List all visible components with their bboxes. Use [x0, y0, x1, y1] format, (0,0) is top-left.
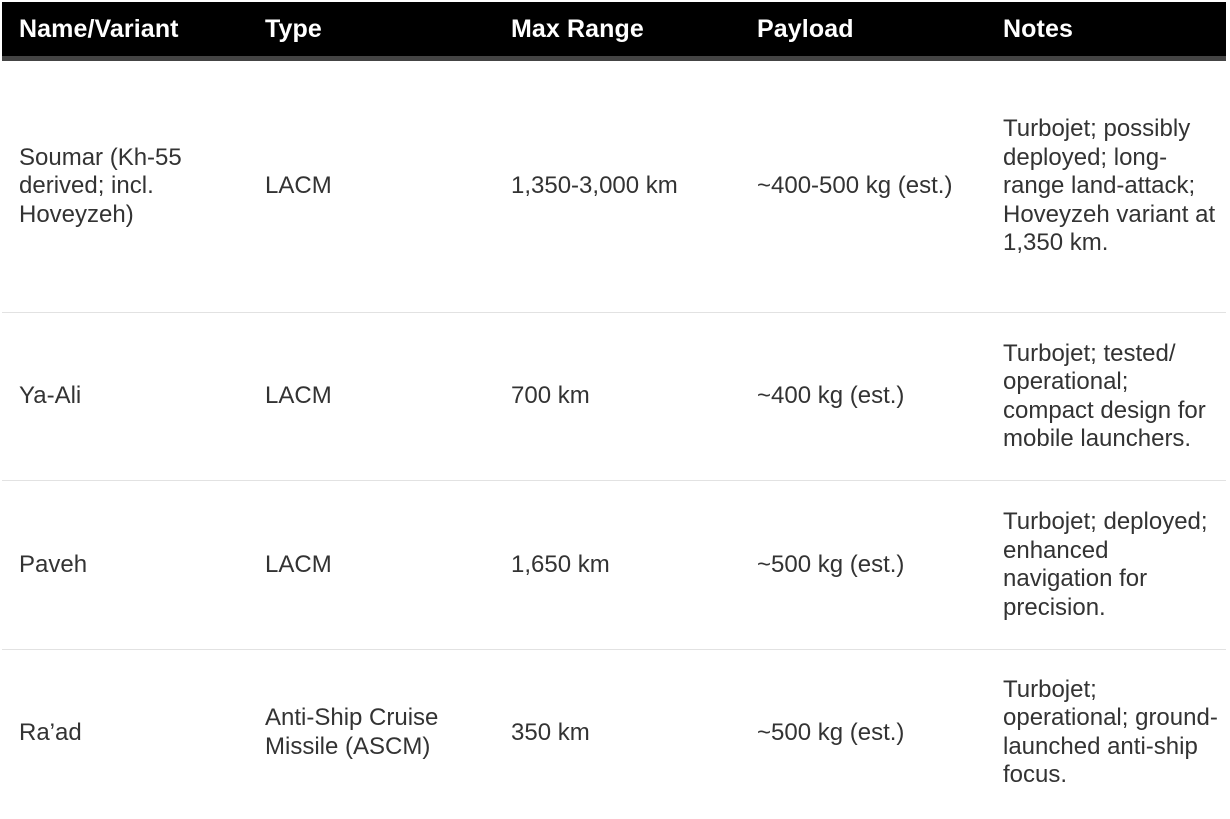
header-row: [2, 2, 1226, 59]
header-name-variant: Name/Variant: [2, 2, 248, 59]
header-type: Type: [248, 2, 494, 59]
cell-name: Soumar (Kh-55 derived; incl. Hoveyzeh): [2, 59, 248, 313]
cell-range: 700 km: [494, 313, 740, 481]
table-row: [2, 650, 1226, 816]
cell-name: Ya-Ali: [2, 313, 248, 481]
cell-notes: Turbojet; deployed; enhanced navigation for precision.: [986, 481, 1226, 650]
cell-name: Paveh: [2, 481, 248, 650]
table-body: [2, 59, 1226, 816]
cell-range: 350 km: [511, 718, 590, 746]
cell-payload: ~500 kg (est.): [740, 481, 986, 650]
cell-type: Anti-Ship Cruise Missile (ASCM): [265, 704, 439, 760]
header-max-range: Max Range: [494, 2, 740, 59]
header-payload: Payload: [740, 2, 986, 59]
missile-table-container: [2, 2, 1226, 816]
cell-range: 1,650 km: [494, 481, 740, 650]
cell-notes: Turbojet; operational; ground-launched anti-ship focus.: [1003, 675, 1218, 789]
cell-payload: ~400-500 kg (est.): [740, 59, 986, 313]
cell-notes: Turbojet; possibly deployed; long-range land-attack; Hoveyzeh variant at 1,350 km.: [986, 59, 1226, 313]
cell-type: LACM: [248, 481, 494, 650]
cell-range: 1,350-3,000 km: [494, 59, 740, 313]
table-row: [2, 481, 1226, 650]
missile-table: [2, 2, 1226, 816]
cell-type: LACM: [248, 59, 494, 313]
cell-payload: ~500 kg (est.): [757, 718, 905, 746]
table-header: [2, 2, 1226, 59]
cell-name: Ra’ad: [19, 718, 82, 746]
header-notes: Notes: [986, 2, 1226, 59]
cell-type: LACM: [248, 313, 494, 481]
table-row: [2, 313, 1226, 481]
table-row: [2, 59, 1226, 313]
cell-payload: ~400 kg (est.): [740, 313, 986, 481]
cell-notes: Turbojet; tested/ operational; compact design for mobile launchers.: [986, 313, 1226, 481]
